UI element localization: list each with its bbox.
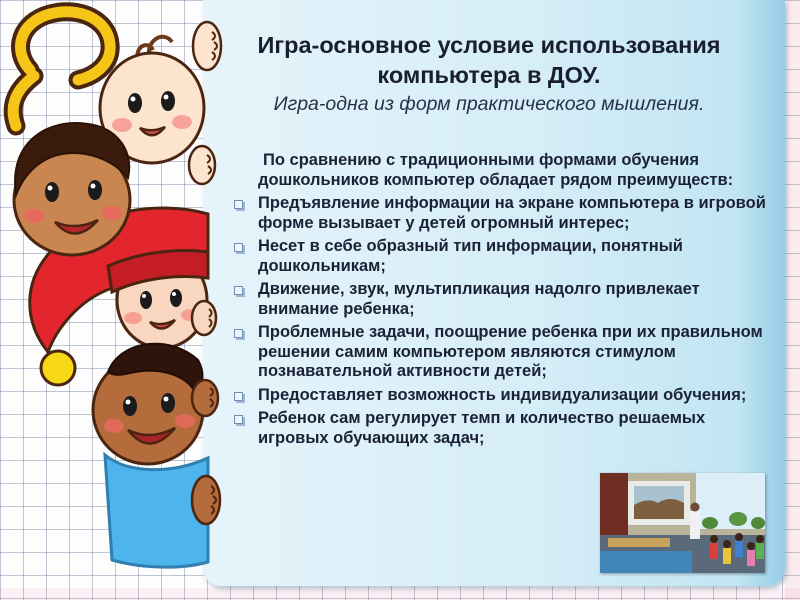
paper-edge [785, 0, 800, 600]
advantages-list [258, 194, 768, 448]
pompom [41, 351, 75, 385]
child-left [14, 123, 130, 255]
list-item [258, 194, 768, 233]
slide-body [258, 151, 768, 448]
child-bottom [93, 344, 203, 464]
classroom-photo [600, 473, 765, 573]
slide-subtitle: Игра-одна из форм практического мышления. [273, 93, 705, 115]
list-item-text: Движение, звук, мультипликация надолго привлекает внимание ребенка; [258, 280, 700, 318]
list-item-text: Предъявление информации на экране компьютера в игровой форме вызывает у детей огромный интерес; [258, 194, 766, 232]
square-bullet-icon [234, 286, 243, 295]
list-item [258, 237, 768, 276]
square-bullet-icon [234, 243, 243, 252]
slide-title: Игра-основное условие использования компьютера в ДОУ. [257, 32, 721, 88]
list-item [258, 409, 768, 448]
list-item [258, 386, 768, 406]
question-mark-icon [13, 12, 110, 126]
list-item-text: Проблемные задачи, поощрение ребенка при их правильном решении самим компьютером являются стимулом познавательной активности детей; [258, 323, 763, 380]
square-bullet-icon [234, 329, 243, 338]
list-item [258, 323, 768, 382]
list-item-text: Предоставляет возможность индивидуализации обучения; [258, 385, 747, 404]
list-item [258, 280, 768, 319]
list-item-text: Ребенок сам регулирует темп и количество решаемых игровых обучающих задач; [258, 409, 706, 447]
square-bullet-icon [234, 200, 243, 209]
square-bullet-icon [234, 415, 243, 424]
list-item-text: Несет в себе образный тип информации, понятный дошкольникам; [258, 237, 683, 275]
square-bullet-icon [234, 392, 243, 401]
intro-paragraph: По сравнению с традиционными формами обучения дошкольников компьютер обладает рядом преимуществ: [258, 151, 734, 189]
children-illustration [0, 0, 230, 600]
